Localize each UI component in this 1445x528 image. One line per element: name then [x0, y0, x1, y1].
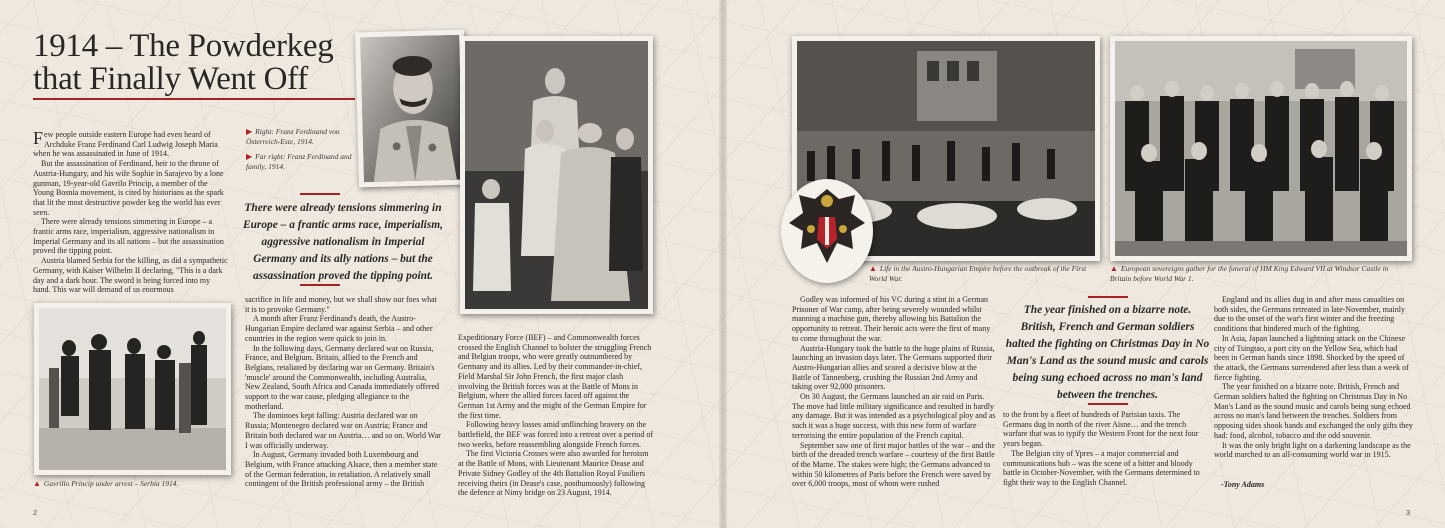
body-text: ew people outside eastern Europe had even heard of Archduke Franz Ferdinand Carl Ludwig Joseph Maria when he was assassinated in June of 1914. [33, 130, 218, 159]
body-paragraph [33, 130, 228, 159]
caption-arrow-icon: ▲ [33, 479, 41, 488]
body-paragraph: Godley was informed of his VC during a stint in a German Prisoner of War camp, after being severely wounded whilst manning a machine gun, thereby allowing his Battalion the opportunity to retreat. Their heroic acts were the first of many to come throughout the war. [792, 295, 991, 343]
author-name: Tony Adams [1223, 480, 1265, 489]
pull-quote-rule-bottom [1088, 403, 1128, 405]
body-paragraph: The year finished on a bizarre note. British, French and German soldiers halted the fighting on Christmas Day in No Man's Land as the sound music and carols being sung echoed across no man's land between the trenches. Soldiers from opposing sides shook hands and exchanged the only gifts they had: food, alcohol, tobacco and the odd souvenir. [1214, 382, 1413, 440]
caption-life-photo [869, 264, 1099, 284]
caption-arrow-icon: ▶ [246, 127, 253, 136]
pull-quote-left: There were already tensions simmering in Europe – a frantic arms race, imperialism, aggressive nationalism in Imperial Germany and its ally nations – but the assassination proved the tipping point. [243, 202, 443, 282]
body-paragraph: Expeditionary Force (BEF) – and Commonwealth forces crossed the English Channel to bolster the struggling French and Belgian troops, who were greatly outnumbered by Germany and its allies. Led by their commander-in-chief, Field Marshal Sir John French, the first major clash involving the British forces was at the Battle of Mons in Belgium, where the allied forces faced off against the German 1st Army and the might of the German Empire for the first time. [458, 333, 652, 420]
body-paragraph: But the assassination of Ferdinand, heir to the throne of Austria-Hungary, and his wife Sophie in Sarajevo by a lone gunman, 19-year-old Gavrilo Princip, a member of the Young Bosnia movement, is cited by historians as the spark that lit the most destructive powder keg the world has ever seen. [33, 159, 224, 217]
page-number-left: 2 [33, 508, 38, 517]
caption-arrow-icon: ▲ [1110, 264, 1118, 273]
body-paragraph: Austria-Hungary took the battle to the huge plains of Russia, launching an invasion days later. The Germans supported their Austro-Hungarian allies and scored a decisive blow at the Battle of Tannenberg, crushing the Russian 2nd Army and taking over 92,000 prisoners. [792, 343, 995, 392]
body-paragraph: Following heavy losses amid unflinching bravery on the battlefield, the BEF was forced into a retreat over a period of two weeks, before reassembling alongside French forces. [458, 420, 654, 449]
body-column-4 [792, 295, 997, 489]
body-column-6 [1214, 295, 1414, 460]
article-title [33, 30, 363, 96]
princip-arrest-photo [34, 303, 231, 475]
drop-cap: F [33, 128, 44, 148]
caption-right-photo [246, 127, 354, 147]
page-number-right: 3 [1406, 508, 1411, 517]
body-paragraph: In Asia, Japan launched a lightning attack on the Chinese city of Tsingtao, a port city on the Yellow Sea, which had been in German hands since 1898. Shocked by the speed of the attack, the Germans surrendered after less than a week of fierce fighting. [1214, 333, 1409, 382]
title-line-2: that Finally Went Off [33, 61, 308, 97]
caption-arrow-icon: ▶ [246, 152, 253, 161]
pull-quote-rule-top [1088, 296, 1128, 298]
body-column-5 [1003, 410, 1208, 488]
body-paragraph: In the following days, Germany declared war on Russia, France, and Belgium. Britain, allied to the French and Belgians, retaliated by declaring war on Germany. Britain's 'muscle' around the Commonwealth, including Australia, New Zealand, South Africa and Canada immediately offered support to the war cause, pledging allegiance to the motherland. [245, 343, 440, 411]
caption-far-right-photo [246, 152, 354, 172]
body-column-3 [458, 333, 655, 498]
body-paragraph: In August, Germany invaded both Luxembourg and Belgium, with France attacking Alsace, then a member state of the German federation, in retaliation. A relatively small contingent of the British professional army – the British [245, 450, 438, 489]
body-paragraph: The dominoes kept falling: Austria declared war on Russia; Montenegro declared war on Austria; France and Britain both declared war on Austria… and so on. World War I was officially underway. [245, 411, 441, 450]
caption-text: European sovereigns gather for the funeral of HM King Edward VII at Windsor Castle in Britain before World War 1. [1110, 264, 1389, 283]
author-signature: -Tony Adams [1221, 480, 1265, 489]
caption-text: Gavrillo Princip under arrest – Serbia 1914. [43, 479, 179, 488]
body-paragraph: On 30 August, the Germans launched an air raid on Paris. The move had little military significance and resulted in hardly any damage. But it was intended as a psychological ploy and as such it was a huge success, with this new form of warfare terrorising the entire population of the French capital. [792, 392, 996, 440]
body-paragraph: Austria blamed Serbia for the killing, as did a sympathetic Germany, with Kaiser Wilhelm II declaring, "This is a dark day and a dark hour. The sword is being forced into my hand. This war will demand of us enormous [33, 256, 228, 295]
body-paragraph: to the front by a fleet of hundreds of Parisian taxis. The Germans dug in north of the river Aisne… and the trench warfare that was to typify the Western Front for the next four years began. [1003, 410, 1199, 449]
body-paragraph: sacrifice in life and money, but we shall show our foes what it is to provoke Germany." [245, 295, 437, 314]
body-paragraph: A month after Franz Ferdinand's death, the Austro-Hungarian Empire declared war against Serbia – and other countries in the region were quick to join in. [245, 314, 433, 343]
body-paragraph: The Belgian city of Ypres – a major commercial and communications hub – was the scene of a bitter and bloody battle in October-November, with the Germans determined to fight their way to the English Channel. [1003, 448, 1200, 487]
body-column-2 [245, 295, 443, 489]
title-line-1: 1914 – The Powderkeg [33, 28, 334, 64]
pull-quote-rule-top [300, 193, 340, 195]
ferdinand-family-photo [460, 36, 653, 314]
body-paragraph: There were already tensions simmering in Europe – a frantic arms race, imperialism, aggressive nationalism in Imperial Germany and its all nations – but the assassination proved the tipping point. [33, 217, 224, 256]
caption-arrest-photo [33, 479, 233, 489]
caption-text: Far right: Franz Ferdinand and family, 1914. [246, 152, 352, 171]
body-column-1 [33, 130, 228, 295]
page-gutter [719, 0, 727, 528]
caption-text: Right: Franz Ferdinand von Österreich-Este, 1914. [246, 127, 340, 146]
caption-text: Life in the Austro-Hungarian Empire before the outbreak of the First World War. [869, 264, 1087, 283]
caption-arrow-icon: ▲ [869, 264, 877, 273]
body-paragraph: The first Victoria Crosses were also awarded for heroism at the Battle of Mons, with Lieutenant Maurice Dease and Private Sidney Godley of the 4th Battalion Royal Fusiliers receiving theirs (in Dease's case, posthumously) following the defence at Nimy bridge on 23 August, 1914. [458, 449, 649, 498]
caption-sovereigns-photo [1110, 264, 1410, 284]
ferdinand-portrait-photo [355, 30, 468, 188]
pull-quote-rule-bottom [300, 284, 340, 286]
body-paragraph: It was the only bright light on a darkening landscape as the world marched to an all-consuming world war in 1915. [1214, 440, 1411, 460]
austro-hungarian-crest-emblem [781, 179, 873, 283]
body-paragraph: England and its allies dug in and after mass casualties on both sides, the Germans retreated in late-November, mainly due to the onset of the war's first winter and the freezing conditions that hindered much of the fighting. [1214, 295, 1405, 334]
european-sovereigns-photo [1110, 36, 1412, 261]
title-rule [33, 98, 355, 100]
pull-quote-right: The year finished on a bizarre note. British, French and German soldiers halted the fighting on Christmas Day in No Man's Land as the sound music and carols being sung echoed across no man's land between the trenches. [1005, 304, 1210, 401]
body-paragraph: September saw one of first major battles of the war – and the birth of the dreaded trench warfare – courtesy of the first Battle of the Marne. The stakes were high; the Germans advanced to within 50 kilometres of Paris before the French were saved by over 6,000 troops, most of whom were rushed [792, 440, 996, 489]
